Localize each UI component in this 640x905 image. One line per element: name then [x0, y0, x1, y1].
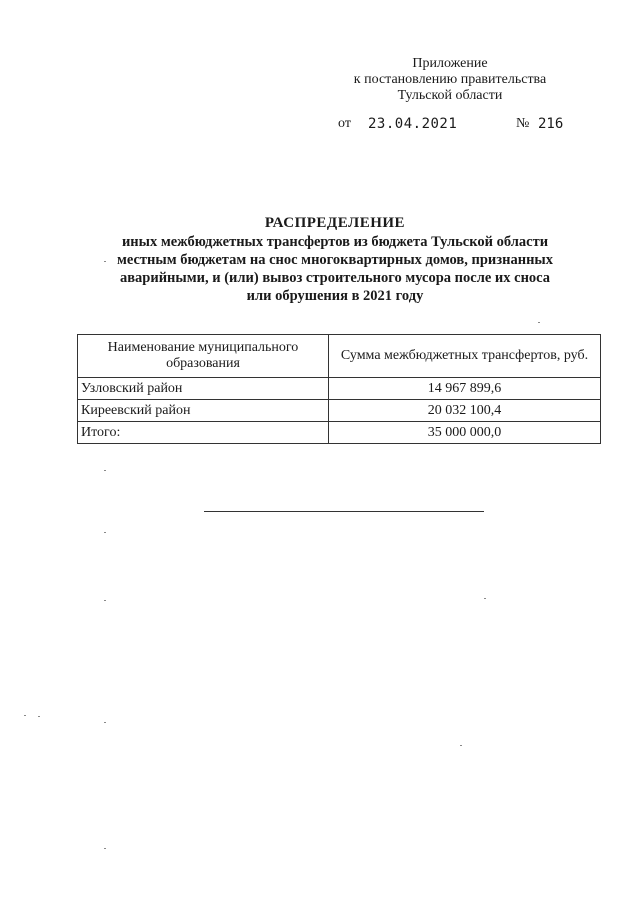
scan-speck [38, 716, 40, 717]
scan-speck [460, 745, 462, 746]
scan-speck [538, 322, 540, 323]
scan-speck [24, 715, 26, 716]
decree-number: 216 [538, 116, 564, 132]
document-title [90, 214, 580, 305]
municipality-name: Киреевский район [78, 400, 329, 422]
title-line-4: или обрушения в 2021 году [246, 288, 424, 304]
decree-from-label: от [338, 116, 351, 131]
scan-speck [104, 722, 106, 723]
transfer-amount: 20 032 100,4 [329, 400, 601, 422]
appendix-decree-ref: к постановлению правительства [353, 72, 547, 87]
scan-speck [484, 598, 486, 599]
scan-speck [104, 532, 106, 533]
decree-number-label: № [516, 116, 530, 131]
distribution-table [77, 334, 601, 444]
end-separator-line [204, 511, 484, 512]
total-label: Итого: [78, 422, 329, 444]
decree-date-line [0, 116, 640, 134]
title-main: РАСПРЕДЕЛЕНИЕ [264, 215, 406, 231]
scan-speck [104, 470, 106, 471]
header-amount: Сумма межбюджетных трансфертов, руб. [329, 335, 601, 378]
scan-speck [104, 600, 106, 601]
municipality-name: Узловский район [78, 378, 329, 400]
table-row [78, 378, 601, 400]
appendix-region: Тульской области [397, 88, 503, 103]
title-line-1: иных межбюджетных трансфертов из бюджета Тульской области [121, 234, 549, 250]
total-row [78, 422, 601, 444]
scan-speck [104, 261, 106, 262]
header-municipality: Наименование муниципального образования [78, 335, 329, 378]
total-amount: 35 000 000,0 [329, 422, 601, 444]
decree-date: 23.04.2021 [368, 116, 458, 132]
appendix-header [330, 56, 570, 104]
title-line-2: местным бюджетам на снос многоквартирных домов, признанных [116, 252, 553, 268]
appendix-label: Приложение [412, 56, 488, 71]
transfer-amount: 14 967 899,6 [329, 378, 601, 400]
table-header-row [78, 335, 601, 378]
title-line-3: аварийными, и (или) вывоз строительного мусора после их сноса [119, 270, 551, 286]
scan-speck [104, 848, 106, 849]
table-row [78, 400, 601, 422]
